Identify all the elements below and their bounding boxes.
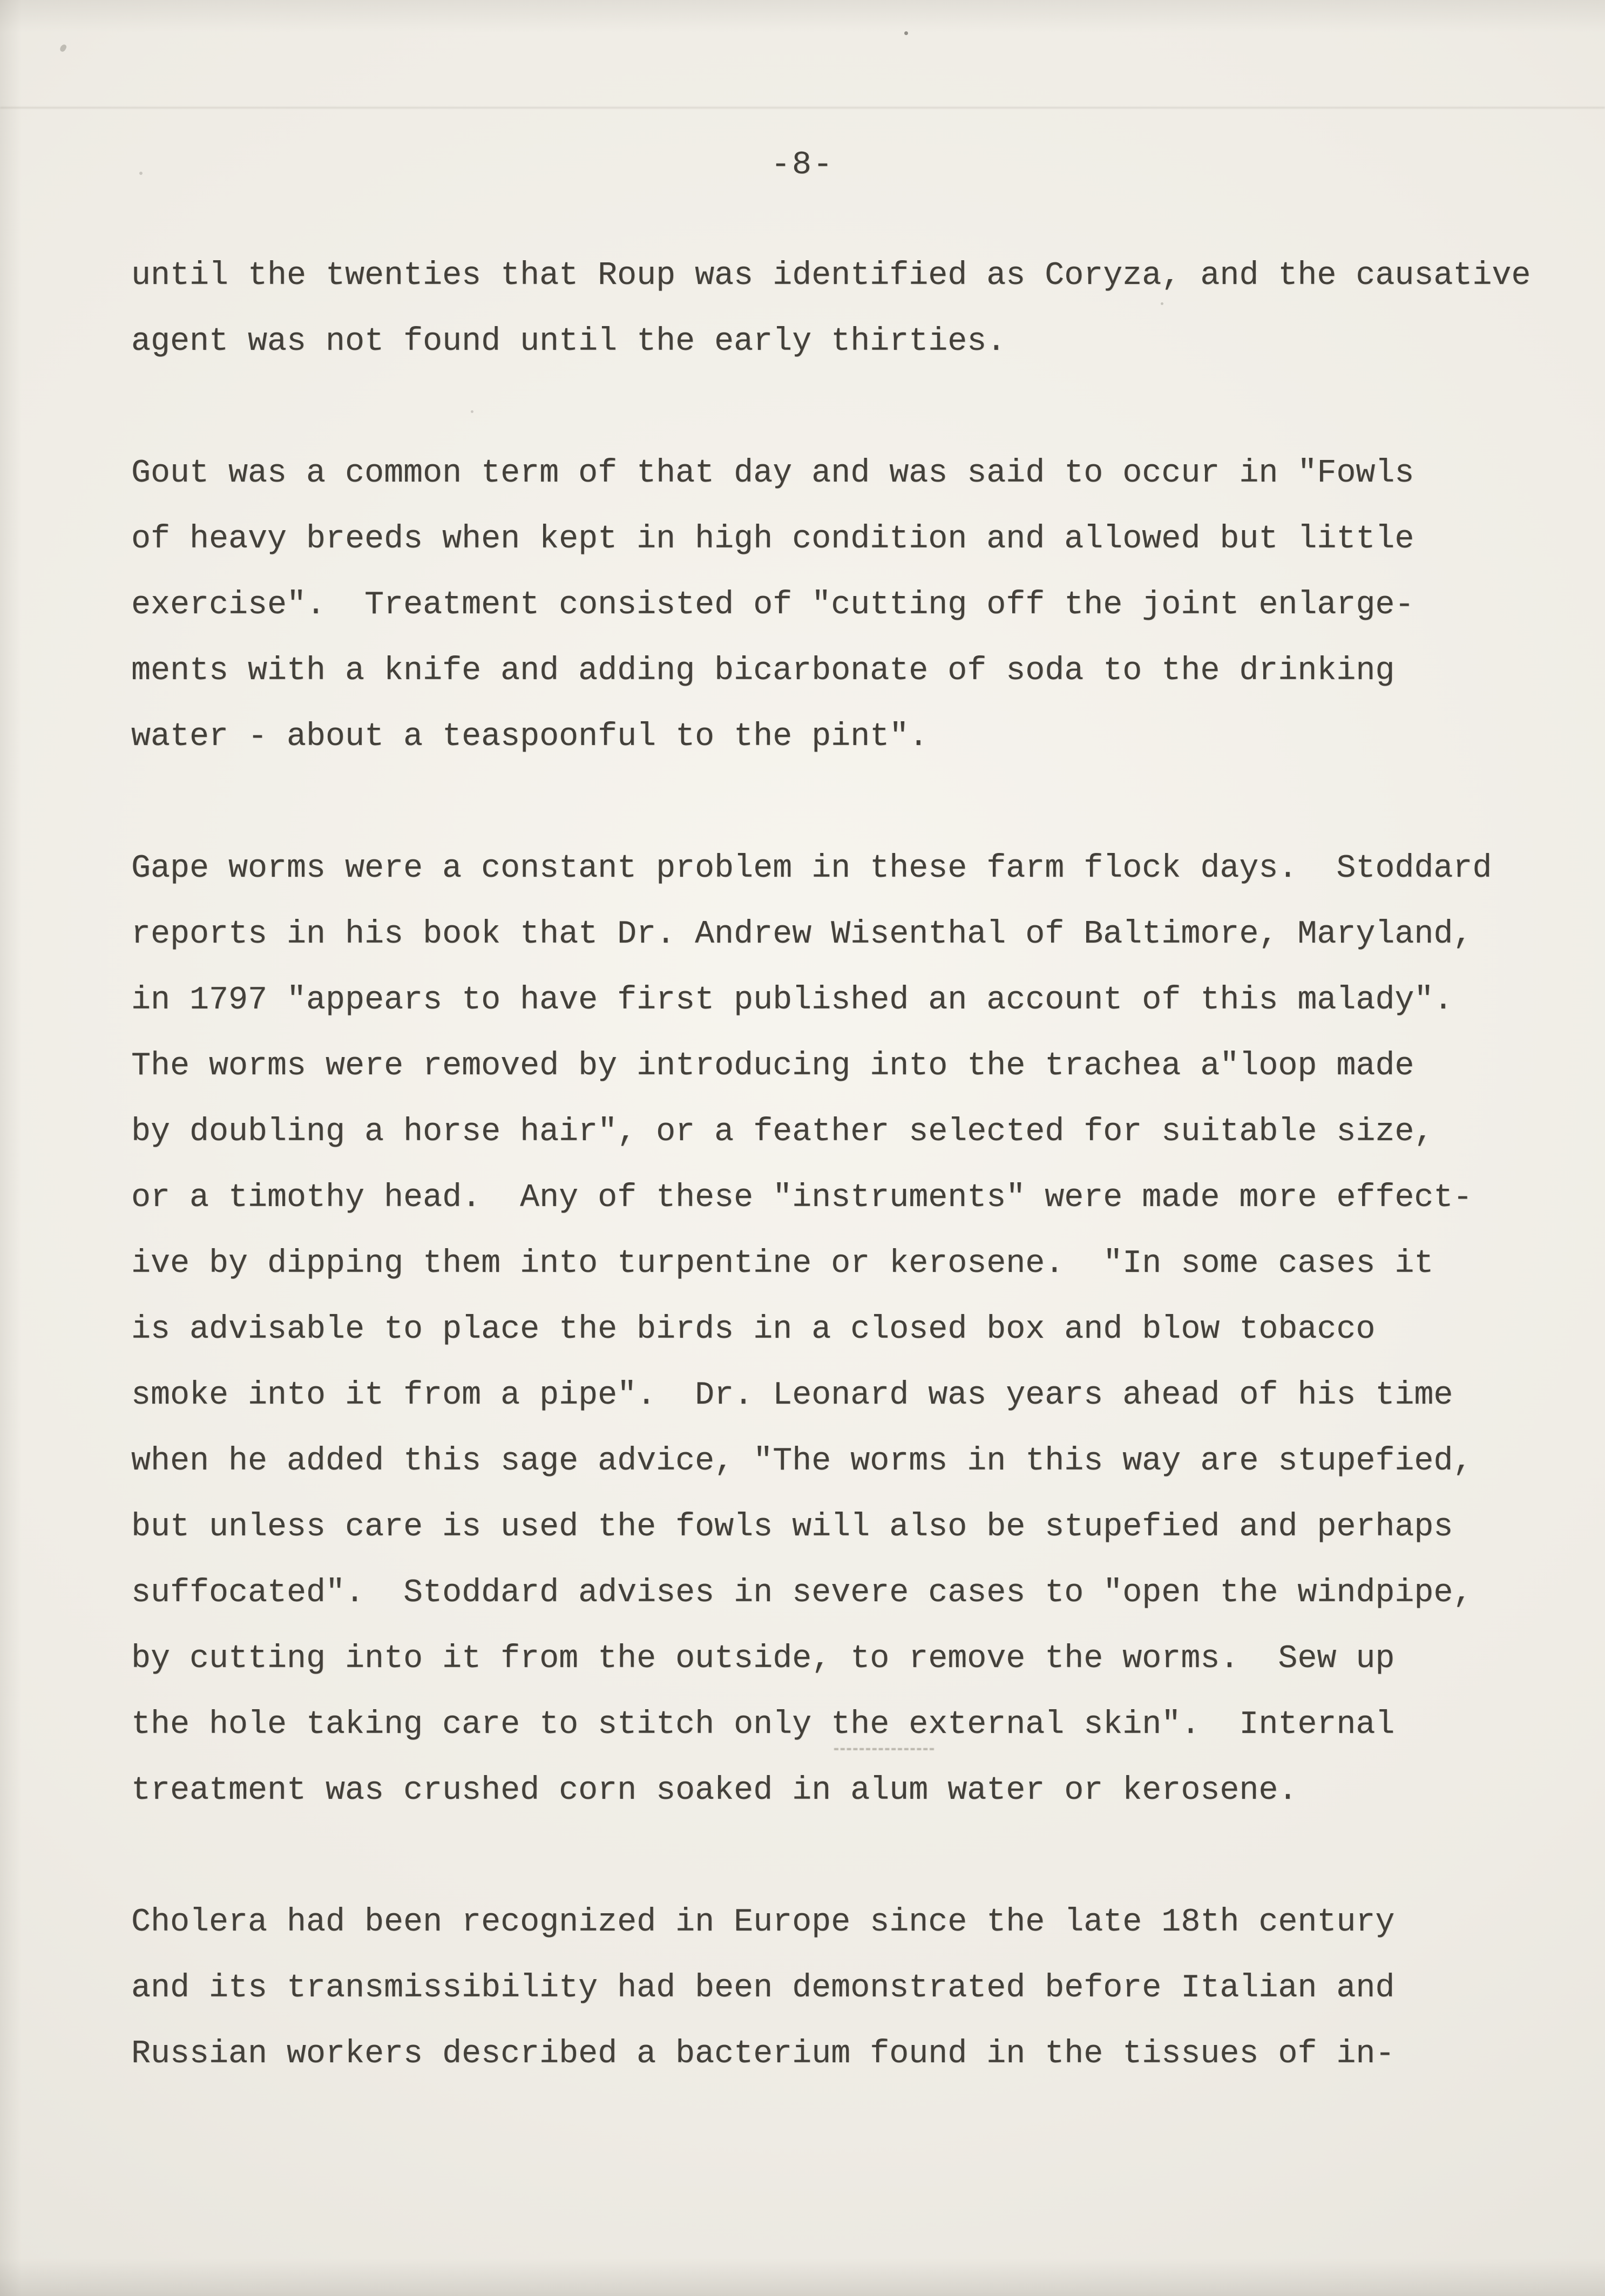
text-line: exercise". Treatment consisted of "cutting off the joint enlarge- [131, 587, 1414, 624]
scan-bottom-band-artifact [0, 2258, 1605, 2296]
paragraph [131, 441, 1567, 770]
scan-line-artifact [0, 107, 1605, 109]
text-line: Gout was a common term of that day and was said to occur in "Fowls [131, 455, 1414, 492]
paragraph [131, 243, 1567, 375]
text-line: ive by dipping them into turpentine or kerosene. "In some cases it [131, 1245, 1434, 1282]
text-line: Russian workers described a bacterium found in the tissues of in- [131, 2036, 1395, 2073]
text-line: and its transmissibility had been demonstrated before Italian and [131, 1970, 1395, 2007]
scan-speck [904, 31, 908, 35]
text-line: water - about a teaspoonful to the pint". [131, 719, 929, 755]
text-line: agent was not found until the early thirties. [131, 323, 1006, 360]
text-line: ments with a knife and adding bicarbonate of soda to the drinking [131, 653, 1395, 689]
text-line: Cholera had been recognized in Europe since the late 18th century [131, 1904, 1395, 1941]
text-line: reports in his book that Dr. Andrew Wisenthal of Baltimore, Maryland, [131, 916, 1473, 953]
text-line: treatment was crushed corn soaked in alum water or kerosene. [131, 1772, 1298, 1809]
text-line: is advisable to place the birds in a closed box and blow tobacco [131, 1311, 1376, 1348]
text-line: until the twenties that Roup was identified as Coryza, and the causative [131, 258, 1531, 294]
paragraph [131, 1889, 1567, 2087]
scan-edge-top-artifact [0, 0, 1605, 32]
text-line: or a timothy head. Any of these "instruments" were made more effect- [131, 1180, 1473, 1216]
scan-edge-left-artifact [0, 0, 22, 2296]
text-line: in 1797 "appears to have first published an account of this malady". [131, 982, 1453, 1019]
text-line: by doubling a horse hair", or a feather selected for suitable size, [131, 1114, 1434, 1150]
page-number: -8- [770, 147, 835, 184]
page-body [131, 243, 1567, 2153]
paragraph [131, 836, 1567, 1824]
text-line: when he added this sage advice, "The worms in this way are stupefied, [131, 1443, 1473, 1480]
text-line: Gape worms were a constant problem in these farm flock days. Stoddard [131, 850, 1492, 887]
text-line: but unless care is used the fowls will also be stupefied and perhaps [131, 1509, 1453, 1546]
text-line: smoke into it from a pipe". Dr. Leonard was years ahead of his time [131, 1377, 1453, 1414]
text-line: by cutting into it from the outside, to remove the worms. Sew up [131, 1641, 1395, 1677]
text-line: The worms were removed by introducing into the trachea a"loop made [131, 1048, 1414, 1085]
text-line: suffocated". Stoddard advises in severe cases to "open the windpipe, [131, 1575, 1473, 1611]
text-line: the hole taking care to stitch only the external skin". Internal [131, 1706, 1395, 1743]
text-line: of heavy breeds when kept in high condition and allowed but little [131, 521, 1414, 558]
